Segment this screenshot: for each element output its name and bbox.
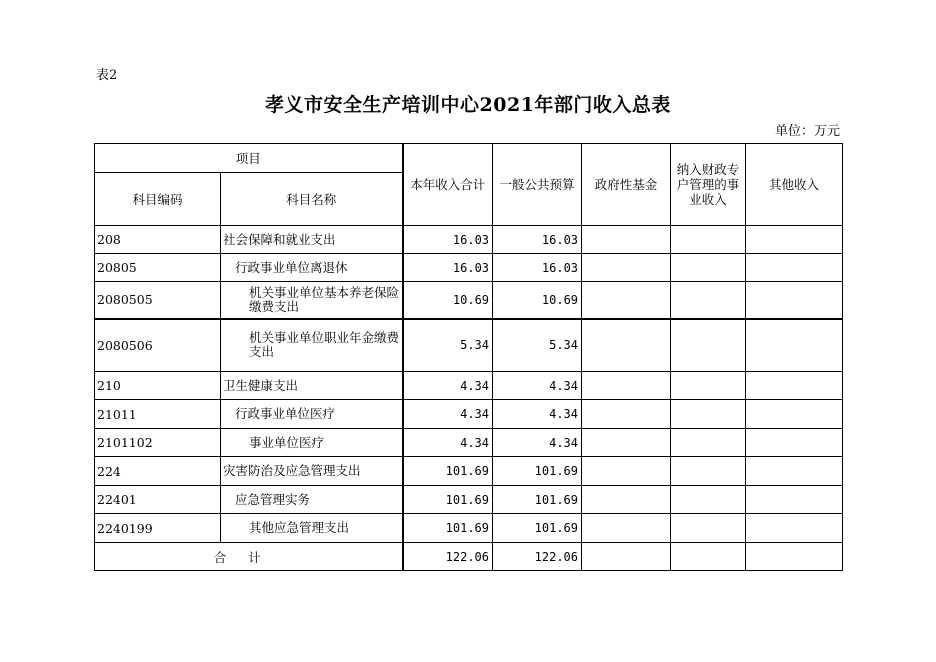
subject-code-cell: 21011 [95,400,221,429]
header-name: 科目名称 [221,173,403,226]
total-income-value: 122.06 [403,543,493,571]
subject-name-cell: 行政事业单位医疗 [221,400,403,429]
special-mgmt-cell [671,372,746,400]
unit-label: 单位：万元 [774,124,840,139]
table-row [95,319,843,372]
total-fund-value [582,543,671,571]
total-income-cell: 4.34 [403,429,493,457]
other-income-cell [746,282,843,319]
header-special-mgmt-income: 纳入财政专户管理的事业收入 [671,144,746,226]
total-special-value [671,543,746,571]
header-general-budget: 一般公共预算 [493,144,582,226]
header-other-income: 其他收入 [746,144,843,226]
special-mgmt-cell [671,457,746,486]
table-row [95,254,843,282]
general-budget-cell: 101.69 [493,514,582,543]
subject-name-cell: 卫生健康支出 [221,372,403,400]
subject-code-cell: 210 [95,372,221,400]
other-income-cell [746,514,843,543]
general-budget-cell: 10.69 [493,282,582,319]
gov-fund-cell [582,282,671,319]
page-title: 孝义市安全生产培训中心2021年部门收入总表 [265,94,671,116]
general-budget-cell: 101.69 [493,457,582,486]
general-budget-cell: 4.34 [493,372,582,400]
total-label: 合计 [95,543,403,571]
special-mgmt-cell [671,226,746,254]
subject-name-cell: 社会保障和就业支出 [221,226,403,254]
subject-name-cell: 灾害防治及应急管理支出 [221,457,403,486]
special-mgmt-cell [671,319,746,372]
total-general-value: 122.06 [493,543,582,571]
special-mgmt-cell [671,254,746,282]
subject-code-cell: 20805 [95,254,221,282]
general-budget-cell: 4.34 [493,400,582,429]
subject-code-cell: 2080505 [95,282,221,319]
general-budget-cell: 16.03 [493,226,582,254]
gov-fund-cell [582,254,671,282]
table-row [95,486,843,514]
table-row [95,226,843,254]
header-code: 科目编码 [95,173,221,226]
special-mgmt-cell [671,514,746,543]
subject-code-cell: 2101102 [95,429,221,457]
table-number-label: 表2 [96,68,118,83]
other-income-cell [746,457,843,486]
subject-name-cell: 应急管理实务 [221,486,403,514]
subject-name-cell: 其他应急管理支出 [221,514,403,543]
special-mgmt-cell [671,486,746,514]
subject-name-cell: 行政事业单位离退休 [221,254,403,282]
other-income-cell [746,254,843,282]
table-row [95,400,843,429]
total-income-cell: 4.34 [403,372,493,400]
subject-name-cell: 事业单位医疗 [221,429,403,457]
other-income-cell [746,226,843,254]
subject-code-cell: 224 [95,457,221,486]
table-row [95,282,843,319]
income-summary-table [94,143,843,571]
other-income-cell [746,400,843,429]
other-income-cell [746,319,843,372]
other-income-cell [746,372,843,400]
header-gov-fund: 政府性基金 [582,144,671,226]
total-income-cell: 16.03 [403,254,493,282]
general-budget-cell: 5.34 [493,319,582,372]
table-body [95,226,843,543]
gov-fund-cell [582,457,671,486]
gov-fund-cell [582,372,671,400]
gov-fund-cell [582,429,671,457]
table-row [95,429,843,457]
other-income-cell [746,429,843,457]
total-income-cell: 101.69 [403,486,493,514]
special-mgmt-cell [671,400,746,429]
general-budget-cell: 4.34 [493,429,582,457]
general-budget-cell: 16.03 [493,254,582,282]
total-income-cell: 5.34 [403,319,493,372]
total-row [95,543,843,571]
header-item: 项目 [95,144,403,173]
table-row [95,372,843,400]
gov-fund-cell [582,319,671,372]
gov-fund-cell [582,400,671,429]
total-income-cell: 16.03 [403,226,493,254]
special-mgmt-cell [671,429,746,457]
subject-name-cell: 机关事业单位基本养老保险缴费支出 [221,282,403,319]
subject-code-cell: 2240199 [95,514,221,543]
gov-fund-cell [582,486,671,514]
subject-code-cell: 2080506 [95,319,221,372]
general-budget-cell: 101.69 [493,486,582,514]
total-income-cell: 101.69 [403,514,493,543]
total-income-cell: 4.34 [403,400,493,429]
table-row [95,457,843,486]
total-income-cell: 101.69 [403,457,493,486]
gov-fund-cell [582,226,671,254]
special-mgmt-cell [671,282,746,319]
other-income-cell [746,486,843,514]
gov-fund-cell [582,514,671,543]
total-other-value [746,543,843,571]
subject-name-cell: 机关事业单位职业年金缴费支出 [221,319,403,372]
total-income-cell: 10.69 [403,282,493,319]
header-total-income: 本年收入合计 [403,144,493,226]
subject-code-cell: 208 [95,226,221,254]
table-row [95,514,843,543]
subject-code-cell: 22401 [95,486,221,514]
